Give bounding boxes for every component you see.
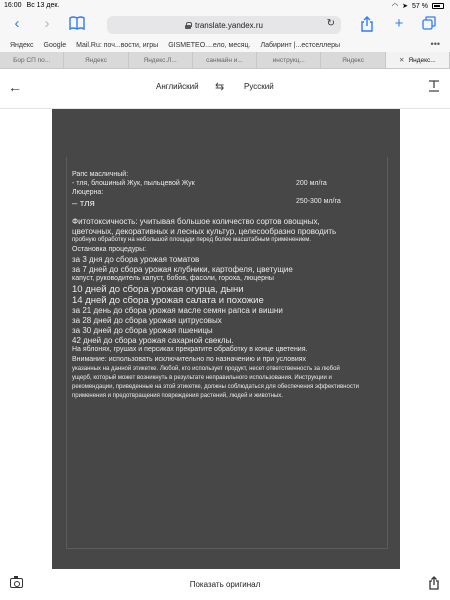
document-line: 14 дней до сбора урожая салата и похожие (72, 295, 264, 306)
browser-tab[interactable]: инструкц... (257, 52, 321, 68)
share-icon[interactable] (358, 16, 376, 36)
document-viewer (0, 109, 450, 569)
document-line: – тля (72, 198, 95, 209)
back-icon[interactable]: ‹ (14, 15, 20, 32)
translate-language-bar (0, 69, 450, 109)
browser-toolbar (0, 12, 450, 38)
document-line: ущерб, который может возникнуть в результате неправильного использования. Инструкции и (72, 375, 332, 381)
document-line: Люцерна: (72, 189, 104, 196)
more-bookmarks-icon[interactable]: ••• (430, 39, 440, 49)
document-line: На яблонях, грушах и персиках прекратите обработку в конце цветения. (72, 346, 308, 353)
document-line: капуст, руководитель капуст, бобов, фасоли, гороха, люцерны (72, 275, 274, 282)
bookmark-item[interactable]: GISMETEO....ело, месяц. (168, 41, 251, 49)
bottom-bar (0, 569, 450, 600)
document-line: Фитотоксичность: учитывая большое количество сортов овощных, (72, 217, 320, 226)
bookmark-item[interactable]: Mail.Ru: поч...вости, игры (76, 41, 159, 49)
wifi-icon: ◠ (392, 3, 399, 10)
status-time: 16:00 (4, 2, 22, 9)
browser-tab[interactable]: Бор СП по... (0, 52, 64, 68)
lock-icon (185, 22, 191, 29)
bookmark-item[interactable]: Яндекс (10, 41, 34, 49)
battery-percent: 57 % (412, 2, 428, 10)
bookmark-item[interactable]: Google (43, 41, 67, 49)
document-line: за 21 день до сбора урожая масле семян рапса и вишни (72, 306, 283, 315)
location-icon: ➤ (402, 3, 409, 10)
document-line: применения и предотвращения повреждения растений, людей и животных. (72, 393, 283, 399)
close-tab-icon[interactable]: ✕ (398, 57, 405, 64)
document-line: за 7 дней до сбора урожая клубники, картофеля, цветущие (72, 265, 293, 274)
browser-tab[interactable]: Яндекс (321, 52, 385, 68)
tab-strip (0, 52, 450, 69)
document-line: Рапс масличный: (72, 171, 129, 178)
document-line: указанных на данной этикетке. Любой, кто использует продукт, несет ответственность за любой (72, 366, 340, 372)
document-line: за 28 дней до сбора урожая цитрусовых (72, 316, 222, 325)
swap-languages-icon[interactable]: ⇆ (215, 81, 225, 93)
document-line: рекомендации, приведенные на этой этикетке, должны соблюдаться для обеспечения эффективности (72, 384, 359, 390)
status-bar (0, 0, 450, 12)
document-line: Внимание: использовать исключительно по назначению и при условиях (72, 356, 307, 363)
document-line: за 3 дня до сбора урожая томатов (72, 255, 200, 264)
tabs-overview-icon[interactable] (420, 16, 438, 34)
forward-icon[interactable]: › (44, 15, 50, 32)
bookmarks-book-icon[interactable] (68, 16, 86, 34)
browser-tab[interactable]: Яндекс.Л... (129, 52, 193, 68)
share-icon[interactable] (428, 576, 440, 593)
address-bar[interactable] (107, 16, 341, 34)
document-line: цветочных, декоративных и лесных культур, целесообразно проводить (72, 227, 337, 236)
show-original-button[interactable]: Показать оригинал (189, 580, 261, 589)
source-language[interactable]: Английский (156, 82, 199, 91)
document-line: 10 дней до сбора урожая огурца, дыни (72, 284, 244, 295)
translated-page (52, 109, 400, 569)
bookmark-item[interactable]: Лабиринт |...естселлеры (260, 41, 341, 49)
url-text: translate.yandex.ru (194, 20, 264, 30)
application-rate: 200 мл/га (296, 180, 327, 187)
browser-tab[interactable]: санмайн и... (193, 52, 257, 68)
document-line: за 30 дней до сбора урожая пшеницы (72, 326, 213, 335)
text-format-icon[interactable] (428, 80, 440, 95)
battery-icon (432, 3, 444, 9)
new-tab-icon[interactable]: + (394, 15, 404, 32)
status-date: Вс 13 дек. (26, 2, 60, 9)
browser-tab[interactable]: Яндекс (64, 52, 128, 68)
back-arrow-icon[interactable]: ← (8, 79, 22, 95)
document-line: - тля, блошиный Жук, пыльцевой Жук (72, 180, 195, 187)
target-language[interactable]: Русский (244, 82, 274, 91)
application-rate: 250-300 мл/га (296, 198, 341, 205)
document-line: пробную обработку на небольшой площади перед более масштабным применением. (72, 237, 312, 243)
bookmarks-bar (0, 38, 450, 52)
document-frame (66, 157, 388, 549)
browser-tab-active[interactable]: ✕ Яндекс... (386, 52, 450, 68)
reload-icon[interactable]: ↻ (326, 18, 335, 29)
document-line: Остановка процедуры: (72, 246, 147, 253)
document-line: 42 дней до сбора урожая сахарной свеклы. (72, 336, 234, 345)
